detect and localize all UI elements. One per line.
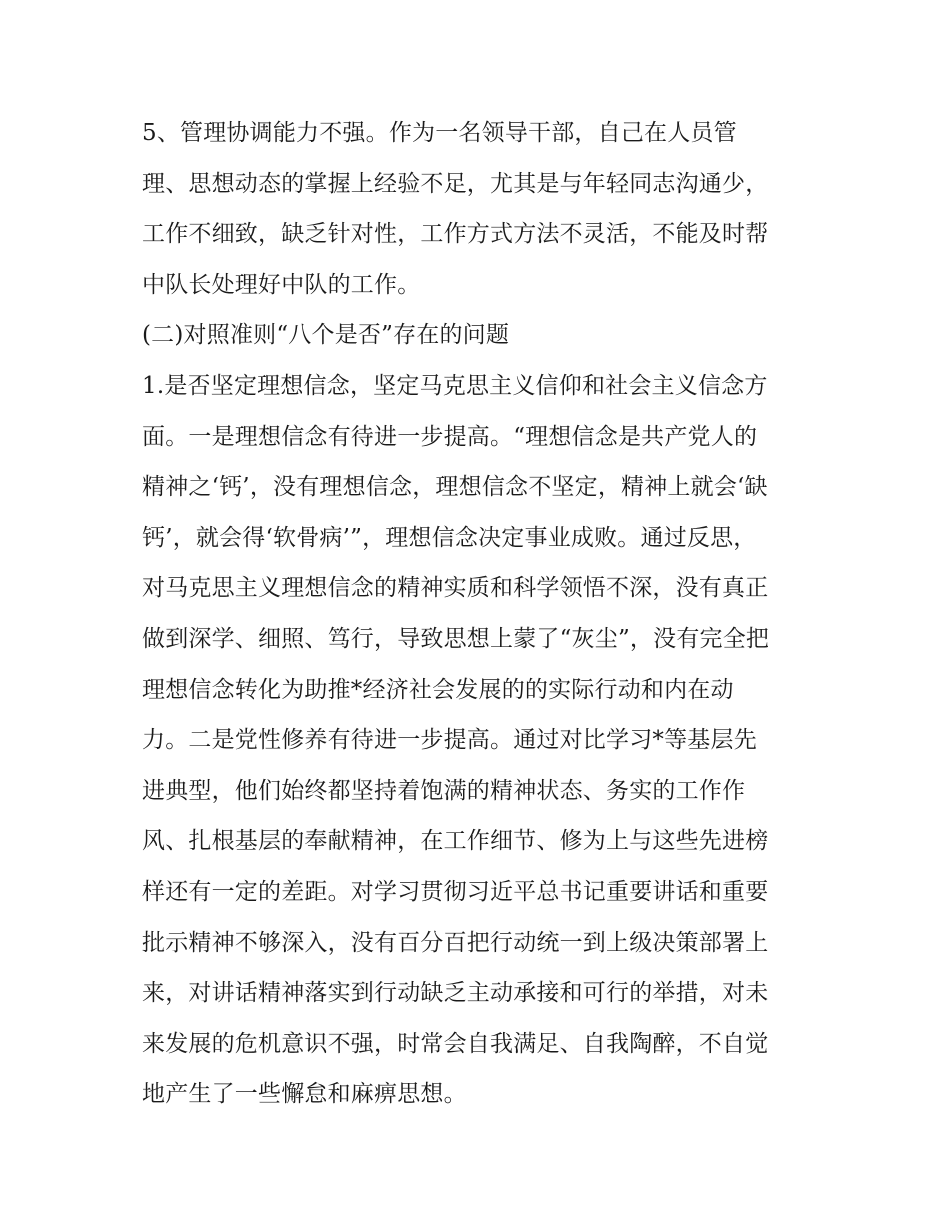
text-line: 精神之‘钙’，没有理想信念，理想信念不坚定，精神上就会‘缺 bbox=[142, 474, 768, 501]
text-line: 工作不细致，缺乏针对性，工作方式方法不灵活，不能及时帮 bbox=[142, 221, 769, 248]
section-heading: (二)对照准则“八个是否”存在的问题 bbox=[142, 322, 510, 349]
text-line: 批示精神不够深入，没有百分百把行动统一到上级决策部署上 bbox=[142, 929, 769, 956]
text-line: 风、扎根基层的奉献精神，在工作细节、修为上与这些先进榜 bbox=[142, 828, 769, 855]
text-line: 力。二是党性修养有待进一步提高。通过对比学习*等基层先 bbox=[142, 727, 757, 754]
text-line: 理想信念转化为助推*经济社会发展的的实际行动和内在动 bbox=[142, 676, 734, 703]
text-line: 理、思想动态的掌握上经验不足，尤其是与年轻同志沟通少， bbox=[142, 170, 769, 197]
text-line: 来发展的危机意识不强，时常会自我满足、自我陶醉，不自觉 bbox=[142, 1030, 769, 1057]
text-line: 来，对讲话精神落实到行动缺乏主动承接和可行的举措，对未 bbox=[142, 980, 769, 1007]
text-line: 面。一是理想信念有待进一步提高。“理想信念是共产党人的 bbox=[142, 423, 758, 450]
text-line: 中队长处理好中队的工作。 bbox=[142, 271, 421, 298]
text-line: 地产生了一些懈怠和麻痹思想。 bbox=[142, 1081, 467, 1108]
text-line: 做到深学、细照、笃行，导致思想上蒙了“灰尘”，没有完全把 bbox=[142, 625, 770, 652]
text-line: 1.是否坚定理想信念，坚定马克思主义信仰和社会主义信念方 bbox=[142, 372, 768, 399]
text-line: 样还有一定的差距。对学习贯彻习近平总书记重要讲话和重要 bbox=[142, 878, 769, 905]
text-line: 钙’，就会得‘软骨病’”，理想信念决定事业成败。通过反思， bbox=[142, 524, 757, 551]
text-line: 进典型，他们始终都坚持着饱满的精神状态、务实的工作作 bbox=[142, 777, 746, 804]
document-body bbox=[142, 108, 814, 1120]
text-line: 5、管理协调能力不强。作为一名领导干部，自己在人员管 bbox=[142, 120, 737, 146]
text-line: 对马克思主义理想信念的精神实质和科学领悟不深，没有真正 bbox=[142, 575, 769, 602]
